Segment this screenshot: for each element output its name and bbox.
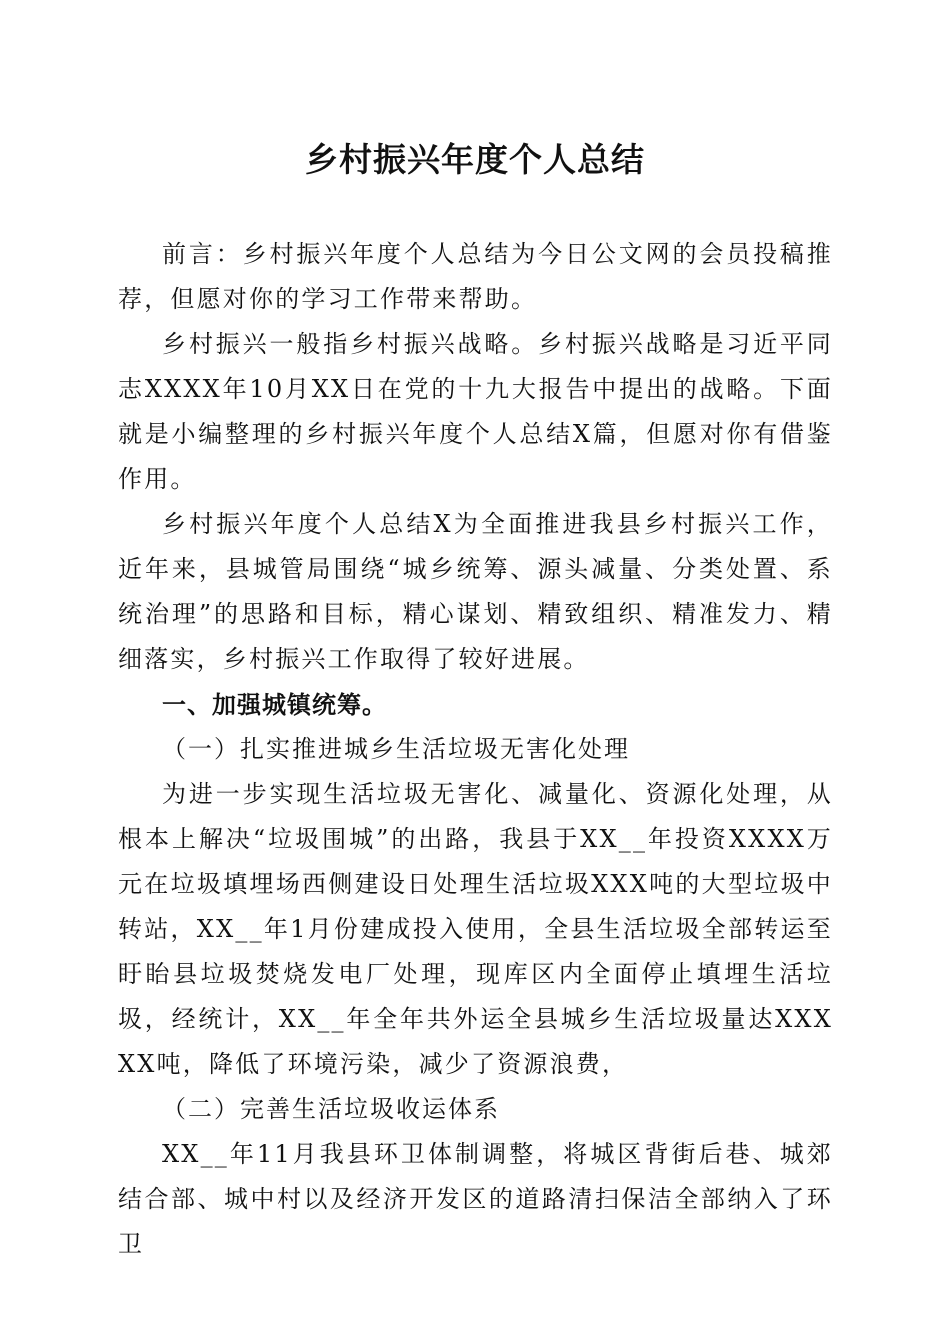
overview-paragraph: 乡村振兴年度个人总结X为全面推进我县乡村振兴工作，近年来，县城管局围绕“城乡统筹、源头减量、分类处置、系统治理”的思路和目标，精心谋划、精致组织、精准发力、精细落实，乡村振兴工作取得了较好进展。: [118, 510, 833, 673]
subsection-heading-2: （二）完善生活垃圾收运体系: [162, 1095, 500, 1123]
subsection-1-paragraph: 为进一步实现生活垃圾无害化、减量化、资源化处理，从根本上解决“垃圾围城”的出路，我县于XX__年投资XXXX万元在垃圾填埋场西侧建设日处理生活垃圾XXX吨的大型垃圾中转站，XX__年1月份建成投入使用，全县生活垃圾全部转运至盱眙县垃圾焚烧发电厂处理，现库区内全面停止填埋生活垃圾，经统计，XX__年全年共外运全县城乡生活垃圾量达XXXXX吨，降低了环境污染，减少了资源浪费，: [118, 780, 833, 1078]
section-heading: 一、加强城镇统筹。: [162, 690, 387, 719]
intro-paragraph: 乡村振兴一般指乡村振兴战略。乡村振兴战略是习近平同志XXXX年10月XX日在党的十九大报告中提出的战略。下面就是小编整理的乡村振兴年度个人总结X篇，但愿对你有借鉴作用。: [118, 330, 833, 493]
subsection-2-paragraph: XX__年11月我县环卫体制调整，将城区背街后巷、城郊结合部、城中村以及经济开发区的道路清扫保洁全部纳入了环卫: [118, 1140, 833, 1258]
document-title: 乡村振兴年度个人总结: [305, 140, 645, 179]
preface-paragraph: 前言：乡村振兴年度个人总结为今日公文网的会员投稿推荐，但愿对你的学习工作带来帮助。: [118, 240, 833, 313]
document-body: [118, 232, 833, 1267]
subsection-heading-1: （一）扎实推进城乡生活垃圾无害化处理: [162, 735, 630, 763]
